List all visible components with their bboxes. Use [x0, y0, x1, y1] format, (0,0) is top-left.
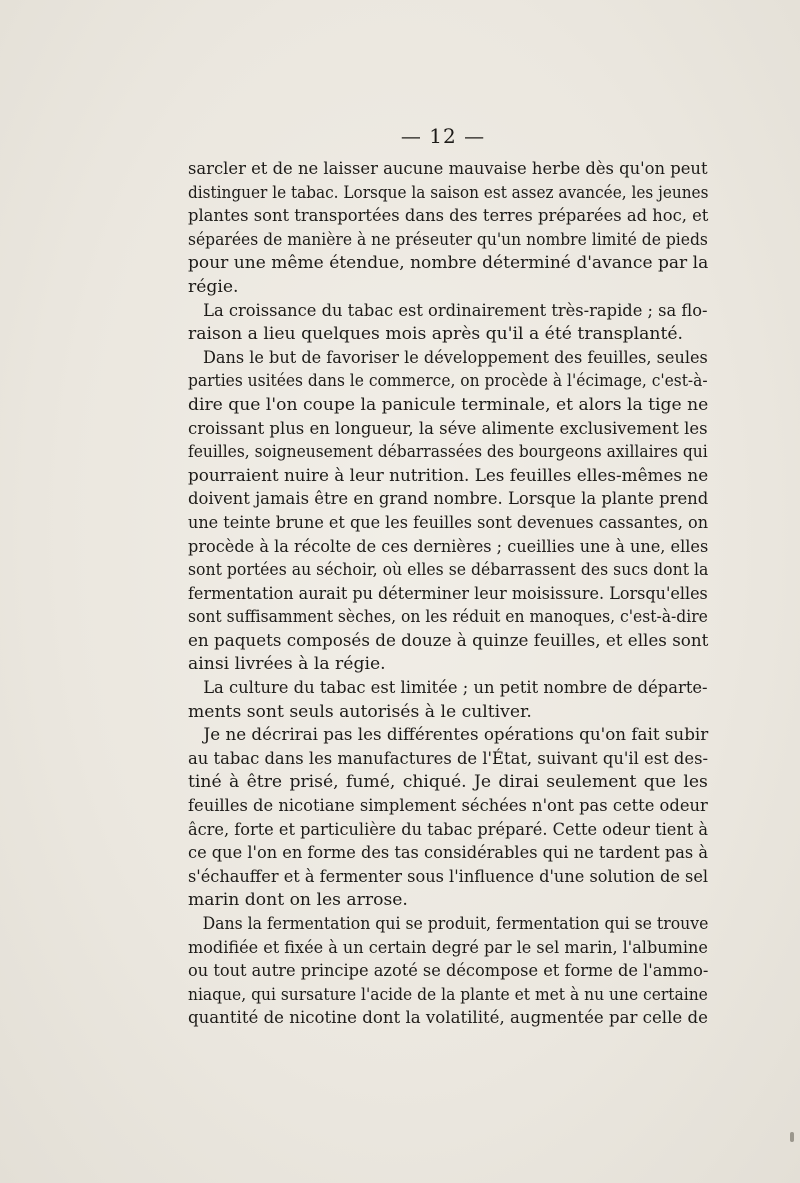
- text-line: au tabac dans les manufactures de l'État, suivant qu'il est des-: [188, 748, 709, 769]
- text-line: dire que l'on coupe la panicule terminale, et alors la tige ne: [188, 394, 709, 415]
- text-line: modifiée et fixée à un certain degré par le sel marin, l'albumine: [188, 937, 708, 958]
- text-line: ments sont seuls autorisés à le cultiver.: [188, 701, 532, 722]
- text-line: sont suffisamment sèches, on les réduit en manoques, c'est-à-dire: [188, 607, 708, 628]
- text-line: Dans la fermentation qui se produit, fermentation qui se trouve: [202, 914, 709, 934]
- text-line: tiné à être prisé, fumé, chiqué. Je dirai seulement que les: [188, 772, 708, 793]
- text-line: ce que l'on en forme des tas considérables qui ne tardent pas à: [188, 843, 708, 864]
- text-line: feuilles de nicotiane simplement séchées n'ont pas cette odeur: [188, 796, 708, 817]
- text-line: La croissance du tabac est ordinairement très-rapide ; sa flo-: [203, 300, 708, 321]
- text-line: fermentation aurait pu déterminer leur moisissure. Lorsqu'elles: [188, 583, 708, 604]
- page-number: — 12 —: [400, 124, 486, 148]
- text-line: sarcler et de ne laisser aucune mauvaise herbe dès qu'on peut: [188, 159, 708, 179]
- text-line: ou tout autre principe azoté se décompose et forme de l'ammo-: [188, 961, 709, 982]
- text-line: procède à la récolte de ces dernières ; cueillies une à une, elles: [188, 536, 709, 557]
- text-line: Dans le but de favoriser le développement des feuilles, seules: [202, 347, 708, 368]
- text-line: marin dont on les arrose.: [188, 890, 408, 911]
- text-line: séparées de manière à ne préseuter qu'un nombre limité de pieds: [188, 229, 708, 250]
- text-line: feuilles, soigneusement débarrassées des bourgeons axillaires qui: [188, 442, 708, 463]
- text-line: distinguer le tabac. Lorsque la saison est assez avancée, les jeunes: [188, 182, 709, 203]
- text-line: pourraient nuire à leur nutrition. Les feuilles elles-mêmes ne: [188, 465, 709, 486]
- text-line: croissant plus en longueur, la séve alimente exclusivement les: [188, 418, 708, 439]
- text-line: une teinte brune et que les feuilles sont devenues cassantes, on: [188, 512, 709, 533]
- text-line: raison a lieu quelques mois après qu'il a été transplanté.: [188, 324, 683, 345]
- body-text: [188, 158, 708, 1031]
- text-line: pour une même étendue, nombre déterminé d'avance par la: [188, 253, 709, 274]
- text-line: âcre, forte et particulière du tabac préparé. Cette odeur tient à: [188, 819, 709, 840]
- text-line: s'échauffer et à fermenter sous l'influence d'une solution de sel: [188, 866, 709, 887]
- text-line: ainsi livrées à la régie.: [188, 654, 386, 675]
- text-line: parties usitées dans le commerce, on procède à l'écimage, c'est-à-: [188, 371, 708, 392]
- scan-edge-mark: [790, 1132, 794, 1142]
- text-line: plantes sont transportées dans des terres préparées ad hoc, et: [188, 206, 709, 227]
- text-line: quantité de nicotine dont la volatilité, augmentée par celle de: [188, 1008, 708, 1029]
- text-line: sont portées au séchoir, où elles se débarrassent des sucs dont la: [188, 560, 709, 581]
- text-line: doivent jamais être en grand nombre. Lorsque la plante prend: [188, 489, 709, 510]
- text-line: niaque, qui sursature l'acide de la plante et met à nu une certaine: [188, 984, 708, 1005]
- text-line: en paquets composés de douze à quinze feuilles, et elles sont: [188, 630, 709, 651]
- text-line: La culture du tabac est limitée ; un petit nombre de départe-: [203, 678, 708, 699]
- text-line: régie.: [188, 276, 239, 297]
- text-line: Je ne décrirai pas les différentes opérations qu'on fait subir: [203, 725, 709, 746]
